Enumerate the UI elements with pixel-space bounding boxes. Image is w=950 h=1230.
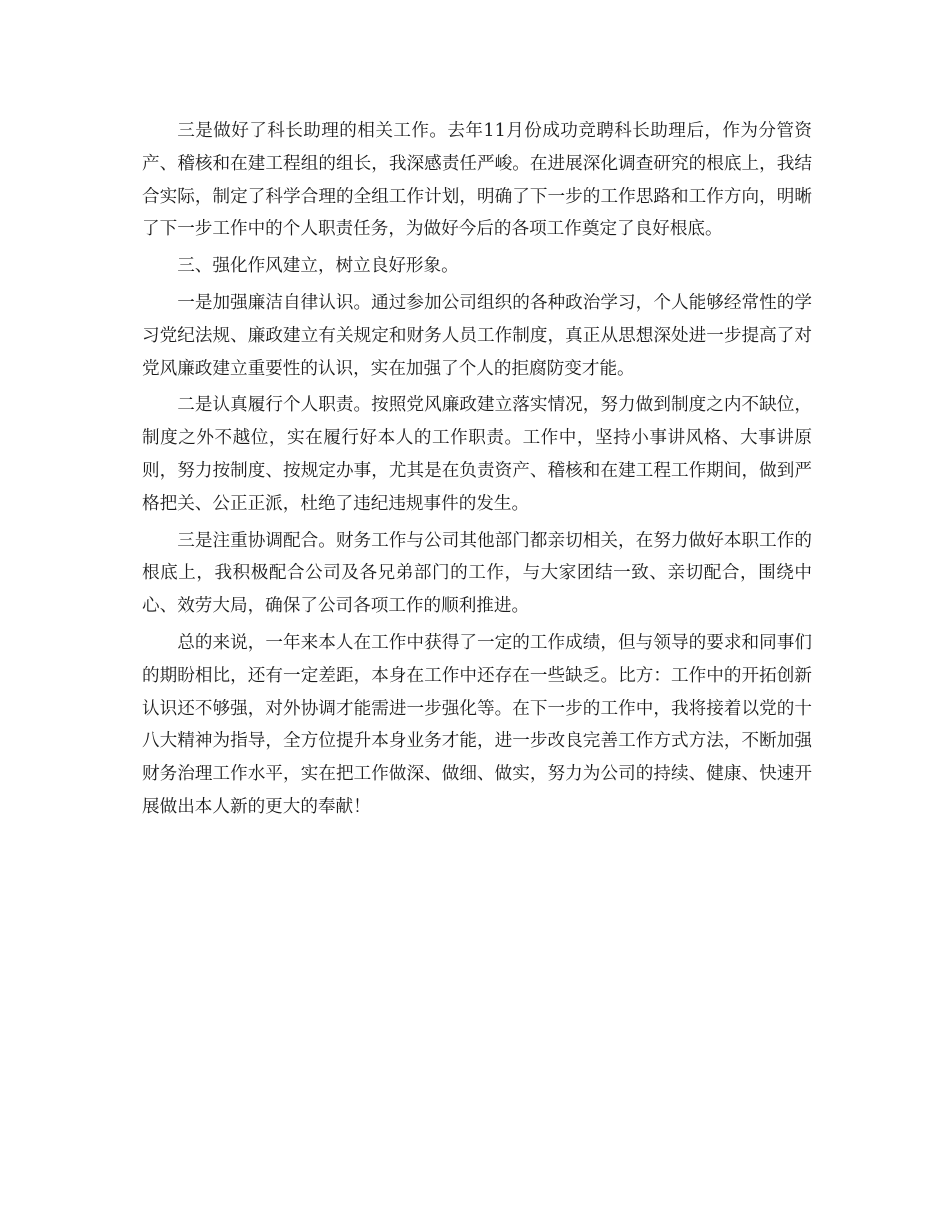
- paragraph-coordination: 三是注重协调配合。财务工作与公司其他部门都亲切相关，在努力做好本职工作的根底上，我积极配合公司及各兄弟部门的工作，与大家团结一致、亲切配合，围绕中心、效劳大局，确保了公司各项工作的顺利推进。: [142, 530, 812, 617]
- paragraph-integrity: 一是加强廉洁自律认识。通过参加公司组织的各种政治学习，个人能够经常性的学习党纪法规、廉政建立有关规定和财务人员工作制度，真正从思想深处进一步提高了对党风廉政建立重要性的认识，实在加强了个人的拒腐防变才能。: [142, 292, 812, 379]
- paragraph-assistant-work: 三是做好了科长助理的相关工作。去年11月份成功竞聘科长助理后，作为分管资产、稽核和在建工程组的组长，我深感责任严峻。在进展深化调查研究的根底上，我结合实际，制定了科学合理的全组工作计划，明确了下一步的工作思路和工作方向，明晰了下一步工作中的个人职责任务，为做好今后的各项工作奠定了良好根底。: [142, 121, 812, 240]
- paragraph-duties: 二是认真履行个人职责。按照党风廉政建立落实情况，努力做到制度之内不缺位，制度之外不越位，实在履行好本人的工作职责。工作中，坚持小事讲风格、大事讲原则，努力按制度、按规定办事，尤其是在负责资产、稽核和在建工程工作期间，做到严格把关、公正正派，杜绝了违纪违规事件的发生。: [142, 395, 812, 514]
- section-heading-work-style: 三、强化作风建立，树立良好形象。: [177, 256, 459, 277]
- paragraph-summary: 总的来说，一年来本人在工作中获得了一定的工作成绩，但与领导的要求和同事们的期盼相比，还有一定差距，本身在工作中还存在一些缺乏。比方：工作中的开拓创新认识还不够强，对外协调才能需进一步强化等。在下一步的工作中，我将接着以党的十八大精神为指导，全方位提升本身业务才能，进一步改良完善工作方式方法，不断加强财务治理工作水平，实在把工作做深、做细、做实，努力为公司的持续、健康、快速开展做出本人新的更大的奉献！: [142, 632, 812, 817]
- document-body: [142, 115, 812, 828]
